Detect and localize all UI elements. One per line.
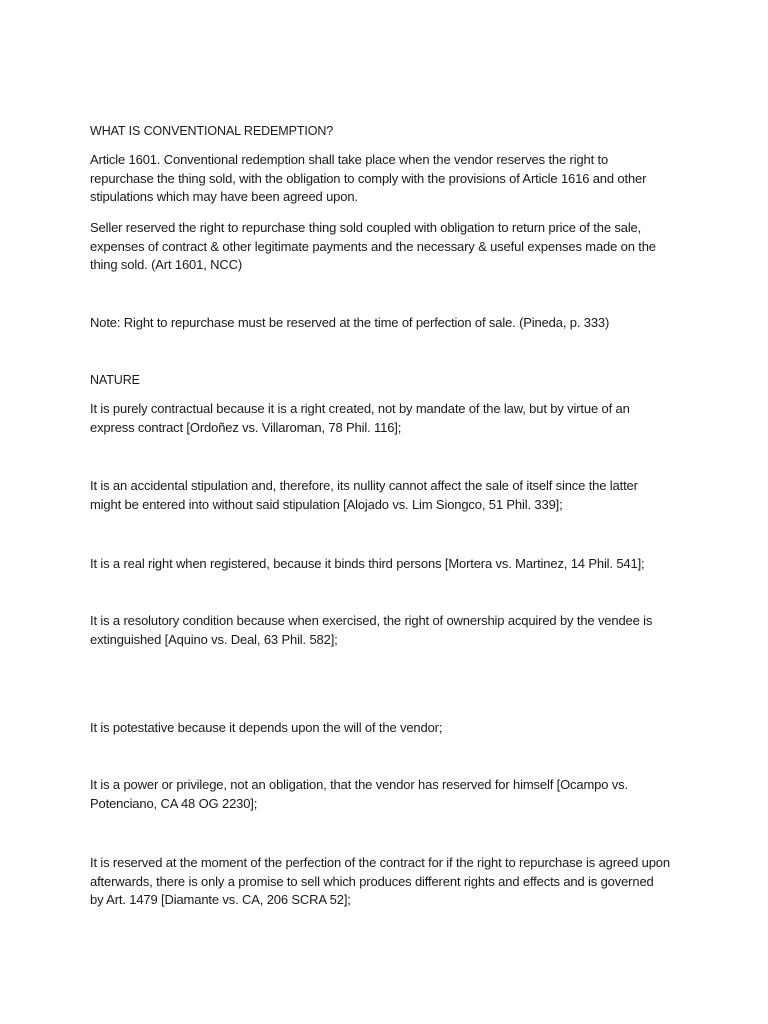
- nature-item-contractual: It is purely contractual because it is a right created, not by mandate of the law, but by virtue of an express contract [Ordoñez vs. Villaroman, 78 Phil. 116];: [90, 401, 630, 435]
- article-1601-paragraph: Article 1601. Conventional redemption shall take place when the vendor reserves the right to repurchase the thing sold, with the obligation to comply with the provisions of Article 1616 and other stipulations which may have been agreed upon.: [90, 152, 647, 204]
- nature-item-resolutory: It is a resolutory condition because when exercised, the right of ownership acquired by the vendee is extinguished [Aquino vs. Deal, 63 Phil. 582];: [90, 613, 653, 647]
- nature-item-power-privilege: It is a power or privilege, not an obligation, that the vendor has reserved for himself [Ocampo vs. Potenciano, CA 48 OG 2230];: [90, 777, 628, 811]
- nature-item-reserved-moment: It is reserved at the moment of the perfection of the contract for if the right to repurchase is agreed upon afterwards, there is only a promise to sell which produces different rights and effects and is governed by Art. 1479 [Diamante vs. CA, 206 SCRA 52];: [90, 855, 670, 907]
- nature-item-real-right: It is a real right when registered, because it binds third persons [Mortera vs. Martinez, 14 Phil. 541];: [90, 556, 645, 571]
- note-paragraph: Note: Right to repurchase must be reserved at the time of perfection of sale. (Pineda, p. 333): [90, 315, 610, 330]
- heading-nature: NATURE: [90, 373, 140, 387]
- nature-item-accidental: It is an accidental stipulation and, therefore, its nullity cannot affect the sale of itself since the latter might be entered into without said stipulation [Alojado vs. Lim Siongco, 51 Phil. 339];: [90, 478, 638, 512]
- seller-reserved-paragraph: Seller reserved the right to repurchase thing sold coupled with obligation to return price of the sale, expenses of contract & other legitimate payments and the necessary & useful expenses made on the thing sold. (Art 1601, NCC): [90, 220, 656, 272]
- nature-item-potestative: It is potestative because it depends upon the will of the vendor;: [90, 720, 443, 735]
- heading-conventional-redemption: WHAT IS CONVENTIONAL REDEMPTION?: [90, 124, 334, 138]
